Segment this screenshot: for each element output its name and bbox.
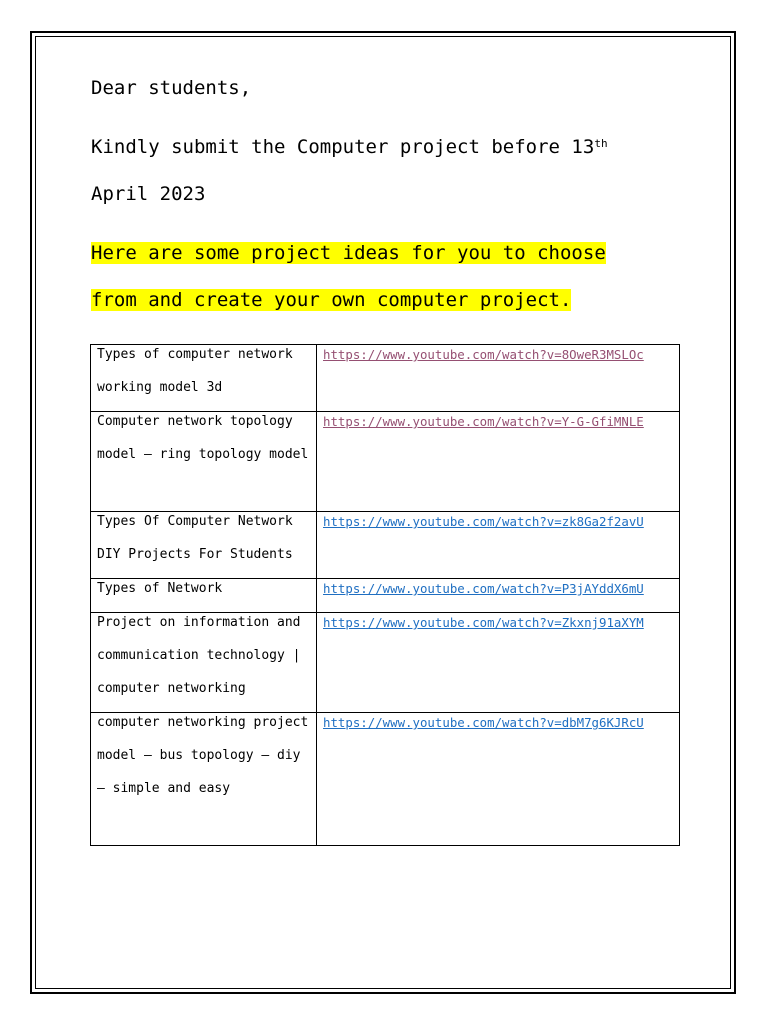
project-video-link[interactable]: https://www.youtube.com/watch?v=Y-G-GfiMNLE bbox=[323, 414, 644, 429]
project-title: Project on information and communication technology | computer networking bbox=[97, 615, 301, 696]
project-title: computer networking project model – bus topology – diy – simple and easy bbox=[97, 715, 309, 796]
project-title: Types of computer network working model 3d bbox=[97, 347, 293, 395]
project-video-link[interactable]: https://www.youtube.com/watch?v=8OweR3MSLOc bbox=[323, 347, 644, 362]
date-ordinal-suffix: th bbox=[594, 137, 608, 150]
table-row bbox=[91, 345, 680, 412]
project-title-cell bbox=[91, 613, 317, 713]
project-title-cell bbox=[91, 412, 317, 512]
submission-notice bbox=[91, 135, 608, 159]
table-row bbox=[91, 412, 680, 512]
project-video-link[interactable]: https://www.youtube.com/watch?v=P3jAYddX6mU bbox=[323, 581, 644, 596]
project-video-link[interactable]: https://www.youtube.com/watch?v=dbM7g6KJRcU bbox=[323, 715, 644, 730]
project-title: Computer network topology model – ring topology model bbox=[97, 414, 309, 462]
project-title: Types Of Computer Network DIY Projects For Students bbox=[97, 514, 293, 562]
project-link-cell bbox=[317, 512, 680, 579]
submission-date: April 2023 bbox=[91, 183, 206, 205]
submission-notice-text: Kindly submit the Computer project before 13 bbox=[91, 136, 595, 158]
project-link-cell bbox=[317, 412, 680, 512]
project-link-cell bbox=[317, 713, 680, 846]
greeting: Dear students, bbox=[91, 77, 252, 99]
ideas-intro-highlight-1: Here are some project ideas for you to choose bbox=[91, 242, 606, 264]
project-link-cell bbox=[317, 613, 680, 713]
project-link-cell bbox=[317, 345, 680, 412]
ideas-intro-highlight-2: from and create your own computer project. bbox=[91, 289, 572, 311]
ideas-intro-line-2 bbox=[91, 288, 571, 312]
project-title-cell bbox=[91, 713, 317, 846]
table-row bbox=[91, 512, 680, 579]
project-title-cell bbox=[91, 512, 317, 579]
project-title: Types of Network bbox=[97, 581, 223, 596]
project-title-cell bbox=[91, 345, 317, 412]
table-row bbox=[91, 613, 680, 713]
project-ideas-table bbox=[90, 344, 680, 846]
table-row bbox=[91, 713, 680, 846]
ideas-intro-line-1 bbox=[91, 241, 606, 265]
project-video-link[interactable]: https://www.youtube.com/watch?v=Zkxnj91aXYM bbox=[323, 615, 644, 630]
project-video-link[interactable]: https://www.youtube.com/watch?v=zk8Ga2f2avU bbox=[323, 514, 644, 529]
